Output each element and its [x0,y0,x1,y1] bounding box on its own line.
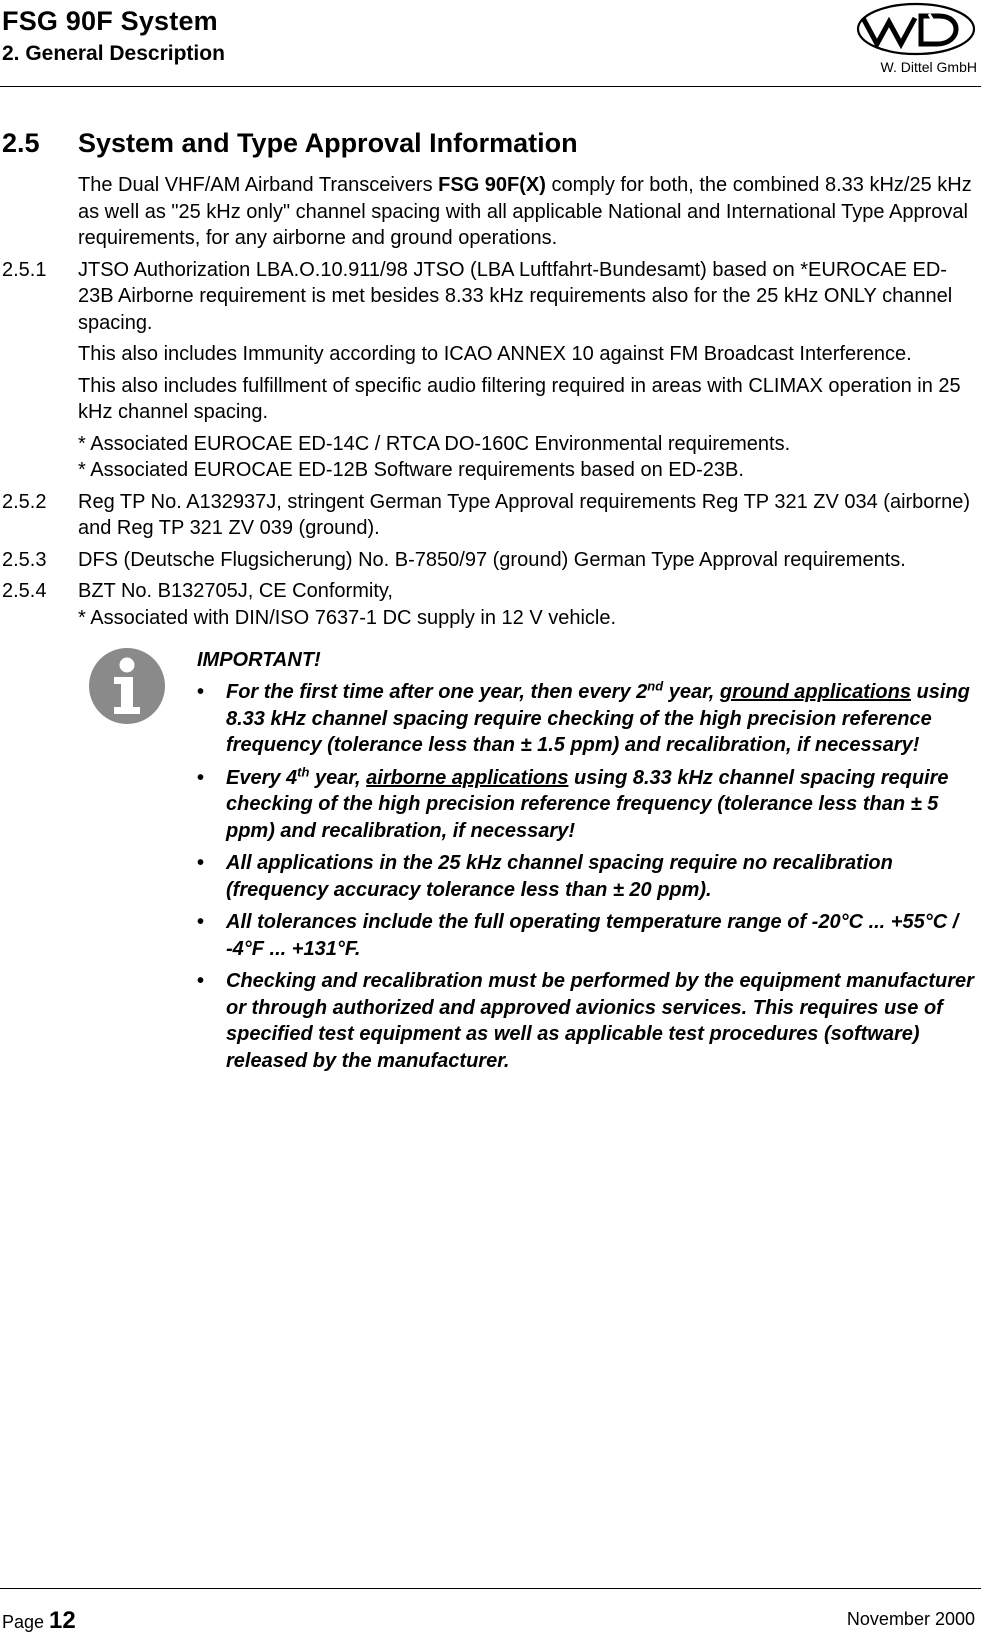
intro-text-start: The Dual VHF/AM Airband Transceivers [78,174,439,196]
page-number: 12 [49,1607,76,1634]
superscript: nd [647,678,664,694]
item-text: Reg TP No. A132937J, stringent German Type Approval requirements Reg TP 321 ZV 034 (airborne) and Reg TP 321 ZV 039 (ground). [78,490,970,539]
section-intro [0,172,981,252]
text: Checking and recalibration must be performed by the equipment manufacturer or through authorized and approved avionics services. This requires use of specified test equipment as well as applicable test procedures (software) released by the manufacturer. [226,970,974,1072]
section-heading [0,128,981,172]
page-indicator [2,1607,76,1635]
item-2-5-1 [0,257,981,337]
list-item [197,850,977,903]
item-2-5-1-climax [0,373,981,426]
publication-date: November 2000 [846,1609,975,1629]
bullet: • [197,911,205,933]
text: year, [663,681,720,703]
important-title: IMPORTANT! [197,649,321,671]
info-icon [88,647,166,725]
item-text: * Associated EUROCAE ED-12B Software requirements based on ED-23B. [78,459,744,481]
list-item [197,765,977,845]
company-name: W. Dittel GmbH [880,59,977,75]
text: using 8.33 kHz channel spacing require checking of the high precision reference frequency (tolerance less than ± 5 ppm) and recalibration, if necessary! [226,766,949,842]
list-item [197,968,977,1074]
text: using 8.33 kHz channel spacing require checking of the high precision reference frequency (tolerance less than ± 1.5 ppm) and recalibration, if necessary! [226,681,970,756]
underlined-text: ground applications [719,681,911,703]
important-notice [0,647,981,1107]
main-content [0,128,981,1107]
item-text: This also includes Immunity according to ICAO ANNEX 10 against FM Broadcast Interference. [78,343,912,365]
item-number: 2.5.1 [2,258,47,281]
underlined-text: airborne applications [366,766,569,789]
item-text: This also includes fulfillment of specific audio filtering required in areas with CLIMAX operation in 25 kHz channel spacing. [78,374,961,423]
item-2-5-1-immunity [0,341,981,368]
text: All tolerances include the full operating temperature range of -20°C ... +55°C / -4°F ... +131°F. [226,911,959,960]
item-text: JTSO Authorization LBA.O.10.911/98 JTSO (LBA Luftfahrt-Bundesamt) based on *EUROCAE ED-23B Airborne requirement is met besides 8.33 kHz requirements also for the 25 kHz ONLY channel spacing. [78,258,953,334]
item-text: * Associated EUROCAE ED-14C / RTCA DO-160C Environmental requirements. [78,432,791,455]
item-text: DFS (Deutsche Flugsicherung) No. B-7850/97 (ground) German Type Approval requirements. [78,548,906,571]
item-2-5-3 [0,547,981,574]
page-label: Page [2,1612,50,1632]
bullet: • [197,766,205,789]
item-2-5-2 [0,489,981,542]
doc-title: FSG 90F System [2,6,218,36]
list-item [197,679,977,759]
text: Every 4 [226,766,298,789]
bullet: • [197,970,205,992]
text: All applications in the 25 kHz channel spacing require no recalibration (frequency accuracy tolerance less than ± 20 ppm). [226,852,893,901]
page-footer [0,1588,981,1633]
important-list [197,679,977,1080]
text: year, [309,766,367,789]
product-name: FSG 90F(X) [438,174,546,196]
item-text: * Associated with DIN/ISO 7637-1 DC supply in 12 V vehicle. [78,606,617,629]
superscript: th [297,763,310,779]
bullet: • [197,681,205,703]
list-item [197,909,977,962]
item-number: 2.5.3 [2,548,47,571]
item-number: 2.5.2 [2,490,47,513]
item-2-5-4 [0,578,981,605]
text: For the first time after one year, then every 2 [226,681,648,703]
item-text: BZT No. B132705J, CE Conformity, [78,580,393,602]
item-number: 2.5.4 [2,580,47,602]
page-header [0,0,981,87]
item-2-5-1-environmental [0,431,981,458]
item-2-5-4-dc-supply [0,605,981,632]
section-title: System and Type Approval Information [78,128,578,158]
section-number: 2.5 [2,128,40,158]
chapter-title: 2. General Description [2,42,225,65]
bullet: • [197,852,205,874]
intro-text-end: comply for both, the combined 8.33 kHz/25 kHz as well as "25 kHz only" channel spacing with all applicable National and International Type Approval requirements, for any airborne and ground operations. [78,174,972,249]
item-2-5-1-software [0,457,981,484]
wd-logo-icon [855,2,977,58]
